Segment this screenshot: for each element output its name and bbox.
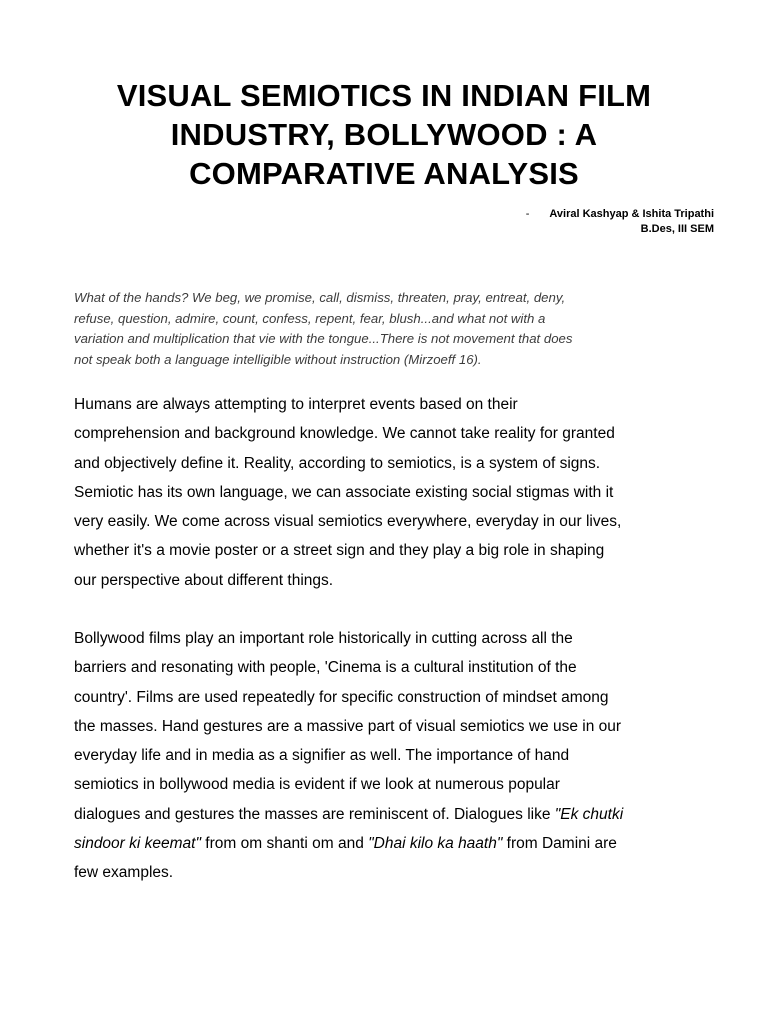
paragraph-line-quotes <box>74 829 724 858</box>
quote-ek-chutki: Ek chutki <box>560 805 624 823</box>
quote-close-2: " <box>496 835 503 853</box>
title-line-3: COMPARATIVE ANALYSIS <box>189 156 579 191</box>
body-paragraph-2 <box>74 624 724 888</box>
paragraph-line: everyday life and in media as a signifier as well. The importance of hand <box>74 747 570 765</box>
paragraph-line: very easily. We come across visual semiotics everywhere, everyday in our lives, <box>74 513 622 531</box>
epigraph-line: What of the hands? We beg, we promise, call, dismiss, threaten, pray, entreat, deny, <box>74 290 566 305</box>
quote-dhai-kilo: Dhai kilo ka haath <box>373 835 497 853</box>
paragraph-line: the masses. Hand gestures are a massive part of visual semiotics we use in our <box>74 717 622 735</box>
paragraph-line-dialogues <box>74 800 724 829</box>
epigraph-line: variation and multiplication that vie with the tongue...There is not movement that does <box>74 331 573 347</box>
dialogues-intro: dialogues and gestures the masses are reminiscent of. Dialogues like <box>74 805 555 823</box>
epigraph-quote <box>74 288 714 370</box>
paragraph-line: whether it's a movie poster or a street sign and they play a big role in shaping <box>74 542 605 560</box>
paragraph-line: our perspective about different things. <box>74 571 334 589</box>
paragraph-line: few examples. <box>74 864 174 882</box>
from-damini: from Damini are <box>502 835 617 853</box>
byline-course: B.Des, III SEM <box>640 223 714 235</box>
paragraph-line: Semiotic has its own language, we can associate existing social stigmas with it <box>74 483 614 501</box>
quote-open-1: " <box>554 805 561 823</box>
page-title <box>60 76 708 193</box>
paragraph-line: country'. Films are used repeatedly for specific construction of mindset among <box>74 688 609 706</box>
quote-open-2: " <box>368 835 374 853</box>
byline-authors-line <box>380 207 714 222</box>
paragraph-line: Bollywood films play an important role historically in cutting across all the <box>74 630 573 647</box>
byline-authors: Aviral Kashyap & Ishita Tripathi <box>549 208 714 220</box>
author-byline <box>380 207 714 237</box>
title-line-2: INDUSTRY, BOLLYWOOD : A <box>170 117 598 152</box>
paragraph-line: comprehension and background knowledge. We cannot take reality for granted <box>74 425 615 443</box>
body-paragraph-1 <box>74 390 724 595</box>
paragraph-line: semiotics in bollywood media is evident if we look at numerous popular <box>74 776 560 794</box>
quote-sindoor: sindoor ki keemat <box>74 835 196 853</box>
paragraph-line: Humans are always attempting to interpret events based on their <box>74 396 518 413</box>
epigraph-line: not speak both a language intelligible without instruction (Mirzoeff 16). <box>74 351 482 367</box>
from-om-shanti-om: from om shanti om and <box>201 835 369 853</box>
title-line-1: VISUAL SEMIOTICS IN INDIAN FILM <box>116 78 652 113</box>
byline-dash: - <box>525 208 530 220</box>
quote-close-1: " <box>195 835 201 853</box>
epigraph-line: refuse, question, admire, count, confess, repent, fear, blush...and what not with a <box>74 310 546 326</box>
paragraph-line: barriers and resonating with people, 'Cinema is a cultural institution of the <box>74 659 577 677</box>
paragraph-line: and objectively define it. Reality, according to semiotics, is a system of signs. <box>74 454 601 472</box>
